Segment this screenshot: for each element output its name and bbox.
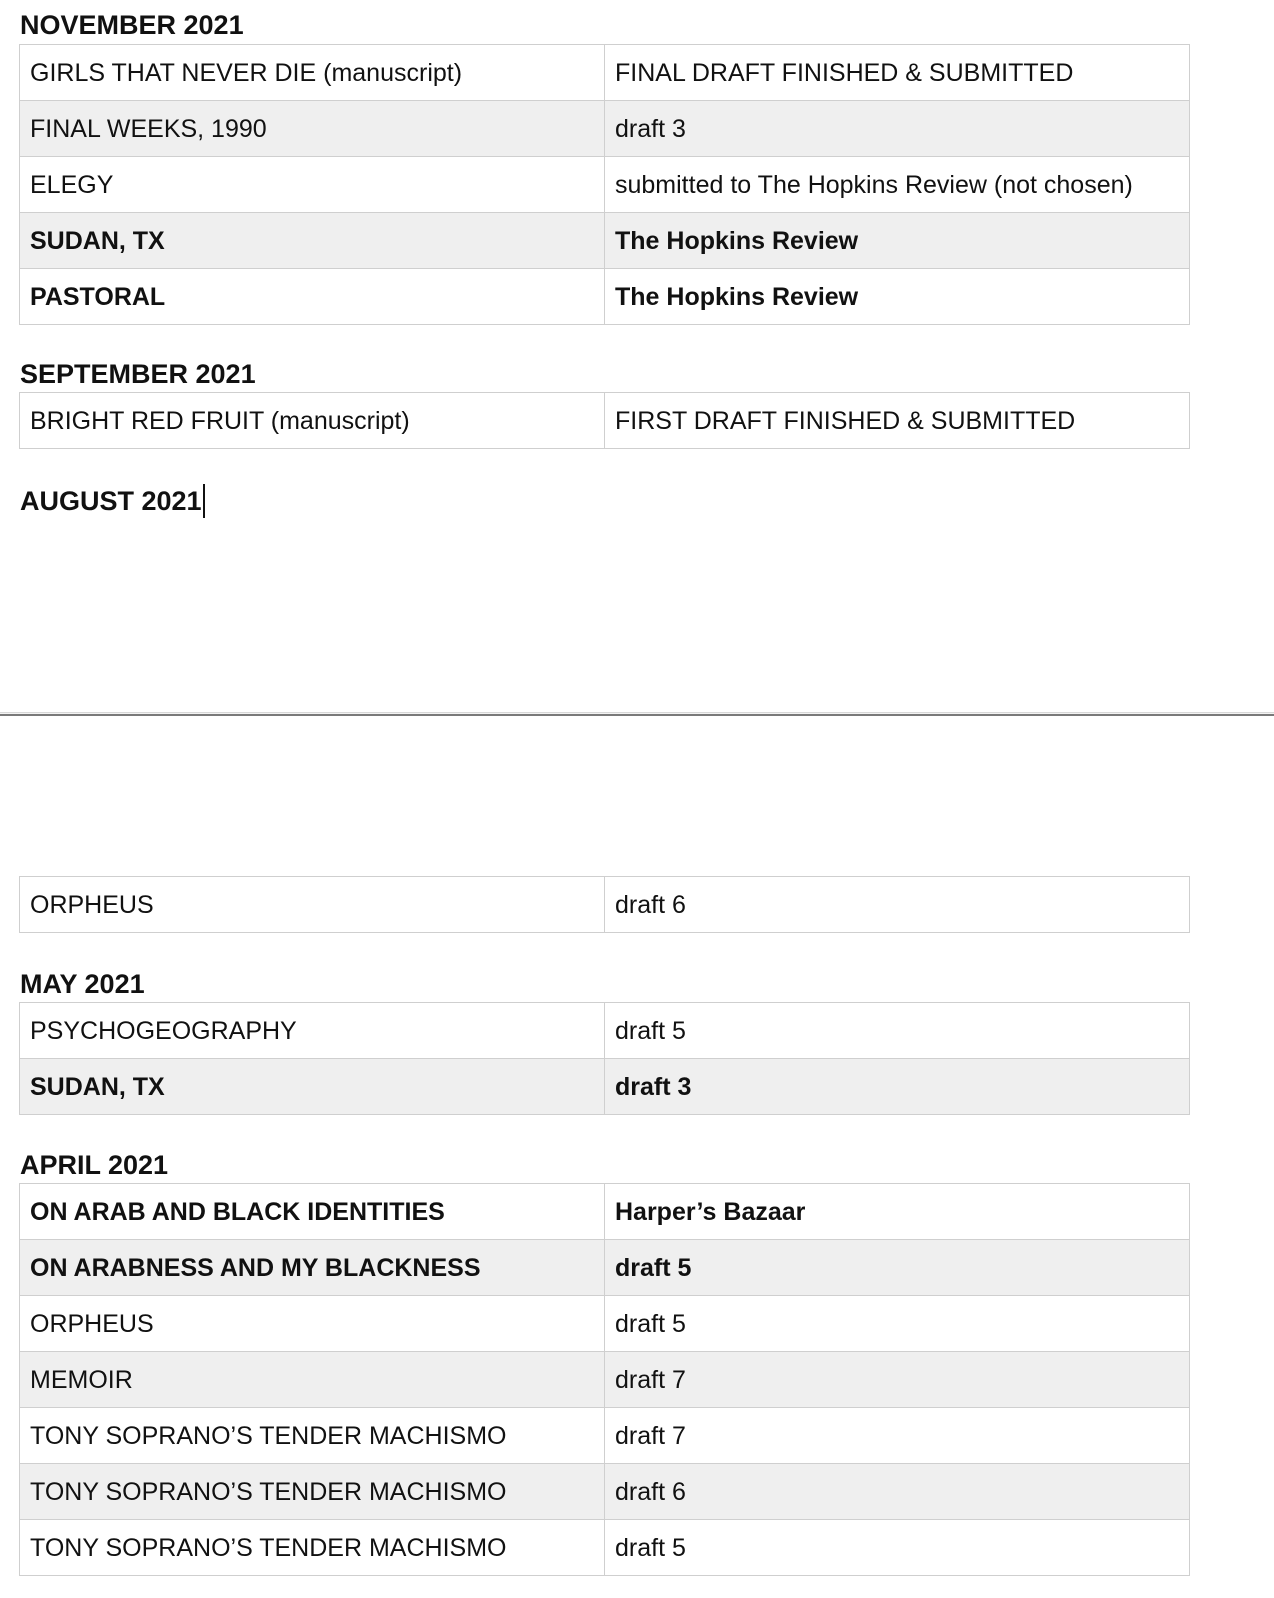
status-cell[interactable]: draft 3 [605, 1059, 1190, 1115]
title-cell[interactable]: ORPHEUS [20, 1296, 605, 1352]
document-page-1 [0, 0, 1274, 712]
text-cursor [203, 484, 205, 518]
title-cell[interactable]: FINAL WEEKS, 1990 [20, 101, 605, 157]
title-cell[interactable]: SUDAN, TX [20, 1059, 605, 1115]
status-cell[interactable]: draft 5 [605, 1520, 1190, 1576]
august-heading-text: AUGUST 2021 [20, 486, 202, 516]
status-cell[interactable]: draft 5 [605, 1296, 1190, 1352]
table-row [20, 1352, 1190, 1408]
document-page-2 [0, 716, 1274, 1598]
table-row [20, 45, 1190, 101]
status-cell[interactable]: submitted to The Hopkins Review (not chosen) [605, 157, 1190, 213]
title-cell[interactable]: SUDAN, TX [20, 213, 605, 269]
table-row [20, 1464, 1190, 1520]
table-row [20, 1520, 1190, 1576]
status-cell[interactable]: The Hopkins Review [605, 213, 1190, 269]
title-cell[interactable]: ON ARAB AND BLACK IDENTITIES [20, 1184, 605, 1240]
table-row [20, 1059, 1190, 1115]
title-cell[interactable]: ELEGY [20, 157, 605, 213]
title-cell[interactable]: TONY SOPRANO’S TENDER MACHISMO [20, 1408, 605, 1464]
table-row [20, 1184, 1190, 1240]
table-row [20, 1296, 1190, 1352]
status-cell[interactable]: draft 6 [605, 1464, 1190, 1520]
section-heading-september-2021: SEPTEMBER 2021 [20, 359, 256, 389]
table-row [20, 269, 1190, 325]
table-row [20, 213, 1190, 269]
title-cell[interactable]: PASTORAL [20, 269, 605, 325]
title-cell[interactable]: PSYCHOGEOGRAPHY [20, 1003, 605, 1059]
table-row [20, 393, 1190, 449]
title-cell[interactable]: TONY SOPRANO’S TENDER MACHISMO [20, 1464, 605, 1520]
title-cell[interactable]: GIRLS THAT NEVER DIE (manuscript) [20, 45, 605, 101]
september-2021-table [19, 392, 1190, 449]
title-cell[interactable]: ORPHEUS [20, 877, 605, 933]
status-cell[interactable]: draft 6 [605, 877, 1190, 933]
status-cell[interactable]: The Hopkins Review [605, 269, 1190, 325]
title-cell[interactable]: MEMOIR [20, 1352, 605, 1408]
status-cell[interactable]: draft 3 [605, 101, 1190, 157]
may-2021-table [19, 1002, 1190, 1115]
status-cell[interactable]: draft 5 [605, 1003, 1190, 1059]
section-heading-may-2021: MAY 2021 [20, 969, 145, 999]
status-cell[interactable]: FINAL DRAFT FINISHED & SUBMITTED [605, 45, 1190, 101]
status-cell[interactable]: draft 7 [605, 1408, 1190, 1464]
table-row [20, 157, 1190, 213]
table-row [20, 101, 1190, 157]
status-cell[interactable]: draft 7 [605, 1352, 1190, 1408]
title-cell[interactable]: TONY SOPRANO’S TENDER MACHISMO [20, 1520, 605, 1576]
title-cell[interactable]: BRIGHT RED FRUIT (manuscript) [20, 393, 605, 449]
table-row [20, 1408, 1190, 1464]
table-row [20, 1003, 1190, 1059]
section-heading-april-2021: APRIL 2021 [20, 1150, 169, 1180]
status-cell[interactable]: FIRST DRAFT FINISHED & SUBMITTED [605, 393, 1190, 449]
section-heading-november-2021: NOVEMBER 2021 [20, 10, 244, 40]
table-row [20, 1240, 1190, 1296]
table-row [20, 877, 1190, 933]
august-2021-table [19, 876, 1190, 933]
status-cell[interactable]: draft 5 [605, 1240, 1190, 1296]
section-heading-august-2021[interactable] [20, 484, 205, 518]
november-2021-table [19, 44, 1190, 325]
status-cell[interactable]: Harper’s Bazaar [605, 1184, 1190, 1240]
title-cell[interactable]: ON ARABNESS AND MY BLACKNESS [20, 1240, 605, 1296]
april-2021-table [19, 1183, 1190, 1576]
